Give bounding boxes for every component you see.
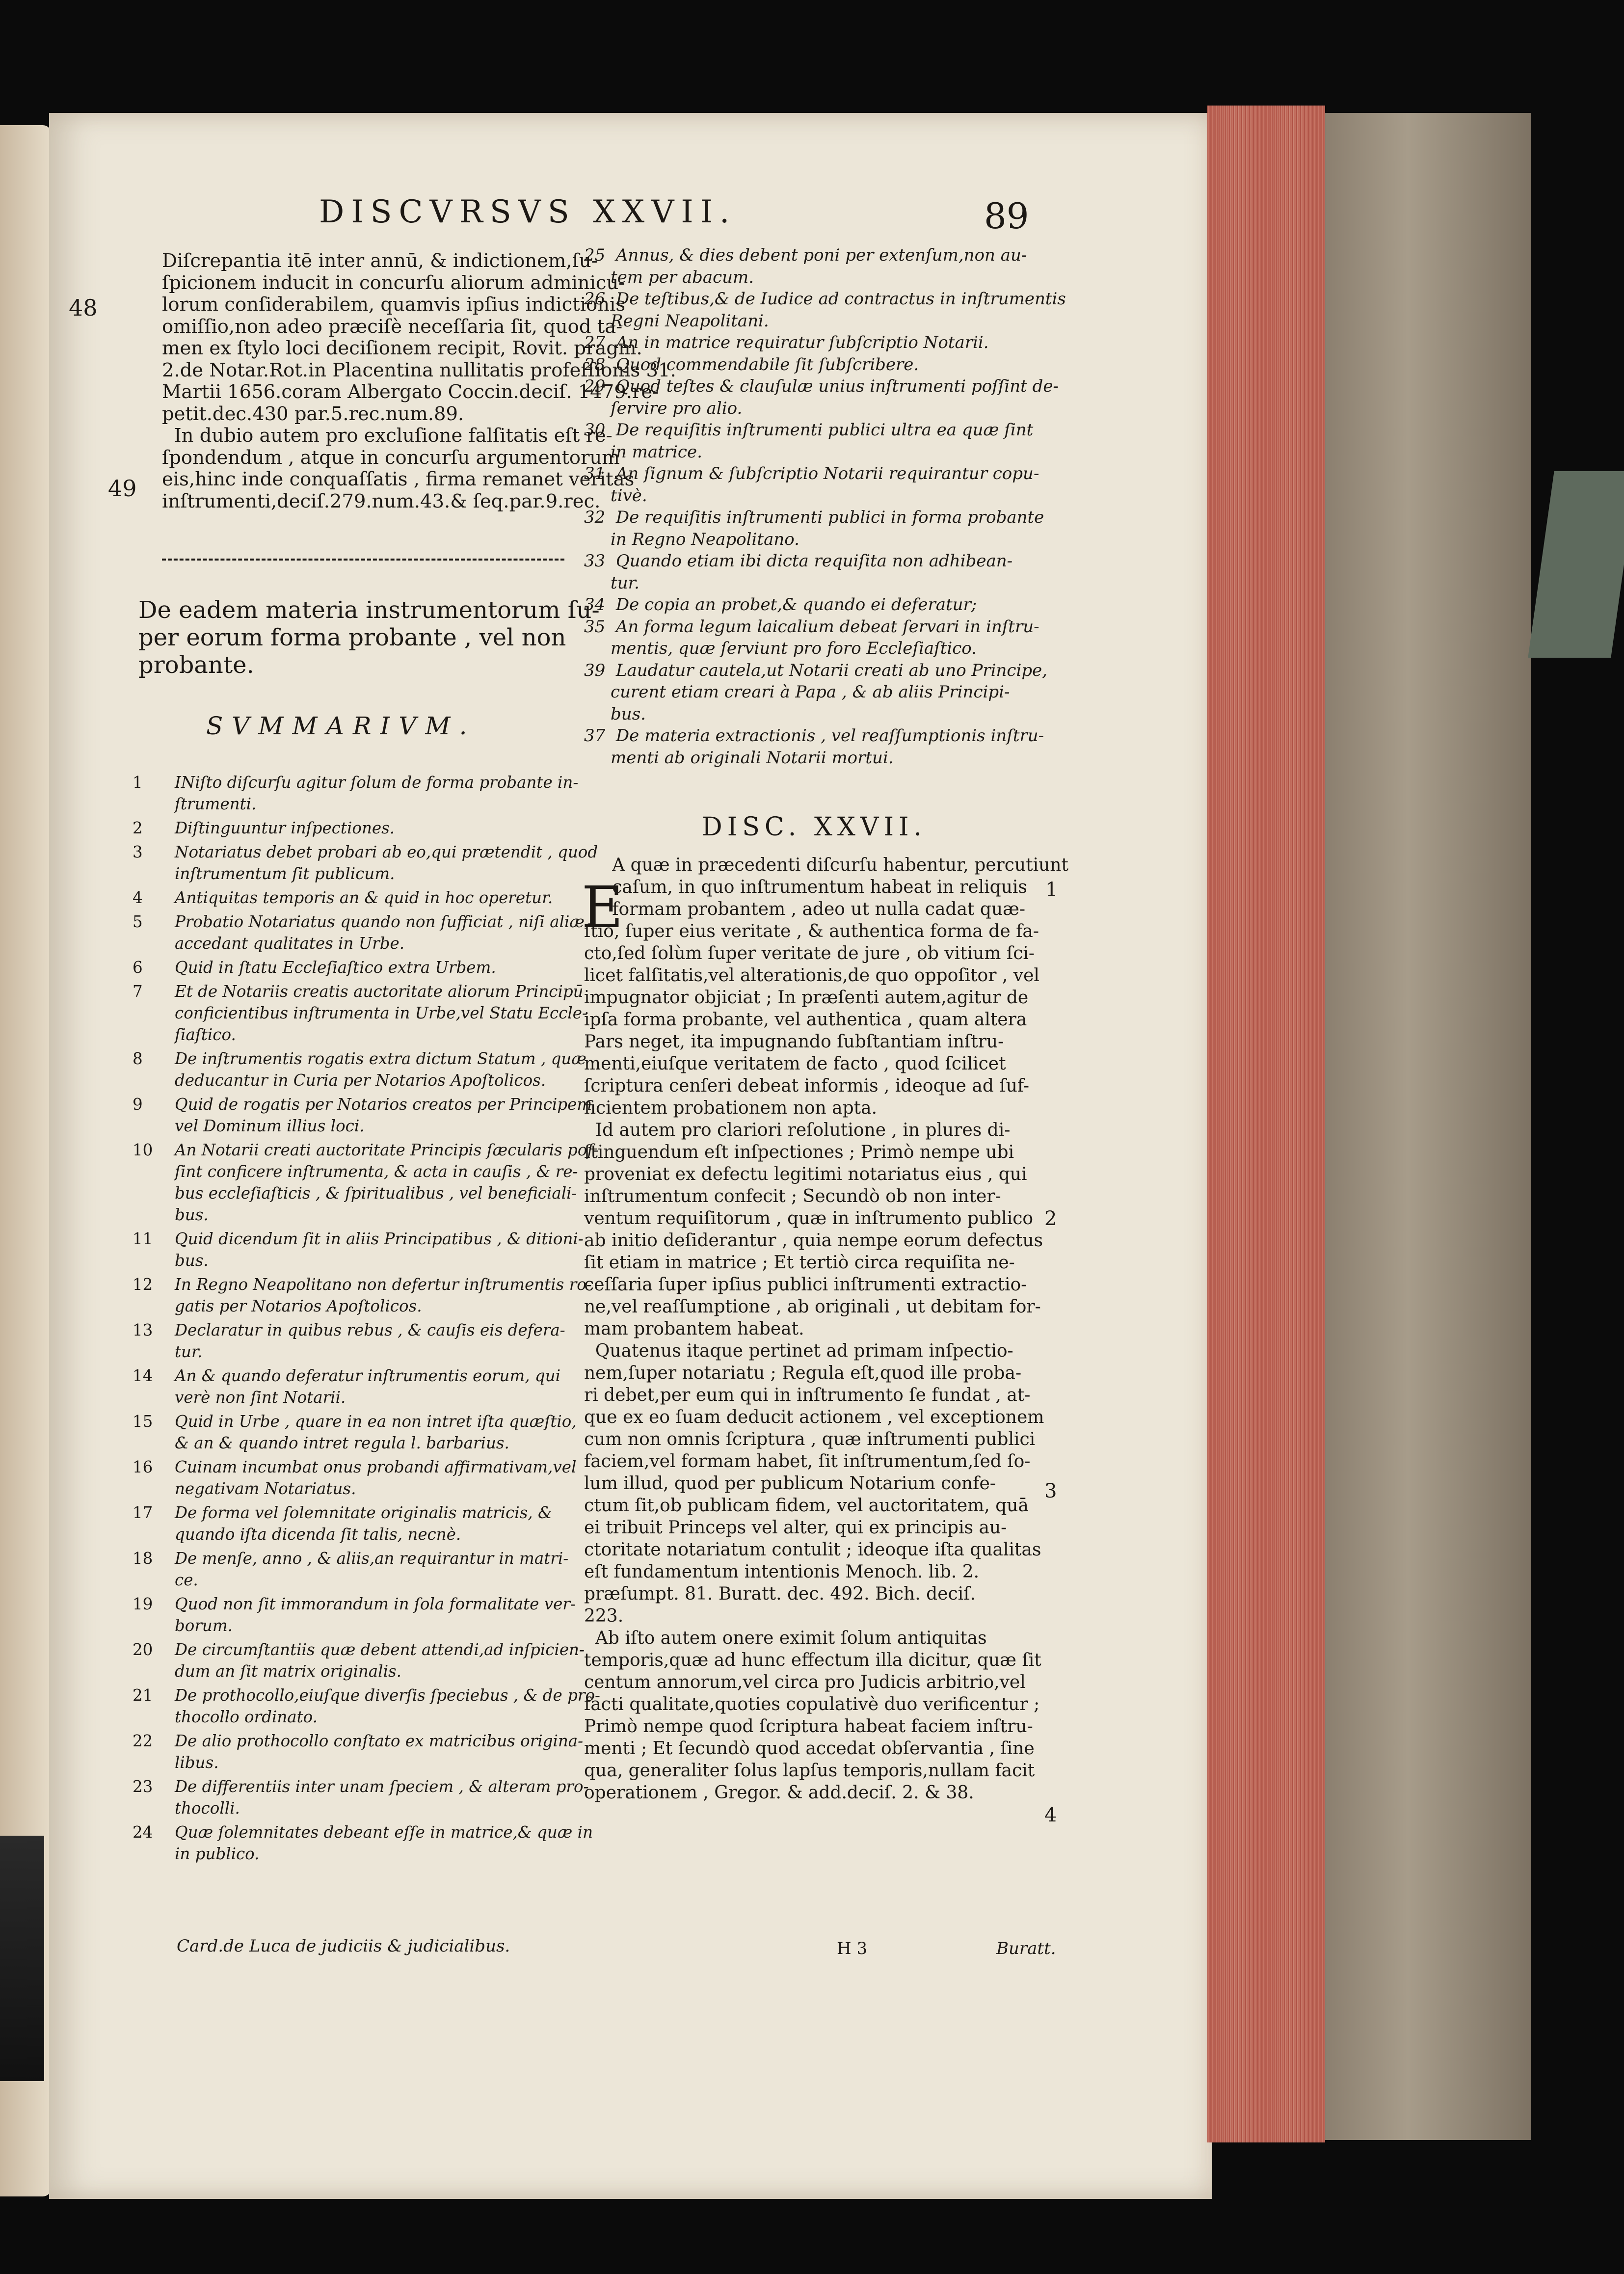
text-line: ſpicionem inducit in concurſu aliorum adminicu- [162, 271, 625, 294]
summary-item-number: 5 [133, 912, 143, 931]
summary-line: tem per abacum. [584, 267, 754, 287]
text-line: ab initio deſiderantur , quia nempe eorum defectus [584, 1231, 1043, 1251]
text-line: ſtinguendum eſt inſpectiones ; Primò nempe ubi [584, 1142, 1014, 1162]
drop-cap: E [582, 875, 623, 941]
text-line: cum non omnis ſcriptura , quæ inſtrumenti publici [584, 1429, 1036, 1449]
text-line: præſumpt. 81. Buratt. dec. 492. Bich. deciſ. [584, 1584, 976, 1604]
text-line: que ex eo ſuam deducit actionem , vel exceptionem [584, 1407, 1044, 1427]
summary-line: 25 Annus, & dies debent poni per extenſum,non au- [584, 245, 1027, 265]
text-line: ei tribuit Princeps vel alter, qui ex principis au- [584, 1518, 1007, 1538]
summary-item-text: Et de Notariis creatis auctoritate aliorum Principū conficientibus inſtrumenta in Urbe,vel Statu Eccle- ſiaſtico. [175, 982, 588, 1044]
text-line: inſtrumentum confecit ; Secundò ob non inter- [584, 1186, 1001, 1206]
summary-line: 33 Quando etiam ibi dicta requiſita non adhibean- [584, 551, 1013, 571]
summary-item-text: De prothocollo,eiuſque diverſis ſpeciebus , & de pro- thocollo ordinato. [175, 1686, 601, 1726]
summary-item-number: 4 [133, 888, 143, 907]
summary-line: 30 De requiſitis inſtrumenti publici ultra ea quæ ſint [584, 420, 1034, 440]
summary-item-text: Quid in ſtatu Eccleſiaſtico extra Urbem. [175, 958, 496, 977]
summary-line: curent etiam creari à Papa , & ab aliis Principi- [584, 682, 1010, 702]
dark-margin [0, 1836, 44, 2081]
summary-item-text: Probatio Notariatus quando non ſufficiat , niſi aliæ accedant qualitates in Urbe. [175, 912, 585, 953]
signature-mark: H 3 [837, 1939, 868, 1958]
text-line: menti ; Et ſecundò quod accedat obſervantia , ſine [584, 1739, 1035, 1759]
text-line: men ex ſtylo loci deciſionem recipit, Rovit. pragm. [162, 337, 642, 359]
page-number: 89 [984, 195, 1029, 237]
summary-line: 35 An forma legum laicalium debeat ſervari in inſtru- [584, 616, 1039, 637]
summary-item-number: 23 [133, 1777, 153, 1796]
text-line: Id autem pro clariori reſolutione , in plures di- [584, 1120, 1011, 1140]
margin-number: 48 [69, 294, 98, 321]
text-line: Pars neget, ita impugnando ſubſtantiam inſtru- [584, 1032, 1004, 1052]
text-line: faciem,vel formam habet, ſit inſtrumentum,ſed ſo- [584, 1451, 1031, 1471]
summary-item-text: De differentiis inter unam ſpeciem , & alteram pro- thocolli. [175, 1777, 589, 1818]
text-line: impugnator objiciat ; In præſenti autem,agitur de [584, 988, 1029, 1008]
text-line: petit.dec.430 par.5.rec.num.89. [162, 402, 464, 425]
text-line: ipſa forma probante, vel authentica , quam altera [584, 1010, 1027, 1030]
text-line: lum illud, quod per publicum Notarium confe- [584, 1473, 996, 1494]
summary-item-text: De forma vel ſolemnitate originalis matricis, & quando iſta dicenda ſit talis, necnè. [175, 1503, 552, 1544]
summary-line: tivè. [584, 485, 647, 506]
summary-item-number: 19 [133, 1595, 153, 1613]
summary-line: ſervire pro alio. [584, 398, 743, 418]
text-line: eſt fundamentum intentionis Menoch. lib. 2. [584, 1562, 980, 1582]
summary-item-text: De menſe, anno , & aliis,an requirantur in matri- ce. [175, 1549, 569, 1589]
summary-item-number: 22 [133, 1732, 153, 1750]
summary-line: 31 An ſignum & ſubſcriptio Notarii requirantur copu- [584, 464, 1039, 483]
summary-item-number: 2 [133, 819, 143, 837]
summary-line: 29 Quod teſtes & clauſulæ unius inſtrumenti poſſint de- [584, 376, 1059, 396]
text-line: ſtio, ſuper eius veritate , & authentica forma de fa- [584, 921, 1039, 941]
summary-item-number: 14 [133, 1366, 153, 1385]
book-board [1325, 113, 1531, 2140]
summary-item-number: 10 [133, 1141, 153, 1159]
text-line: cto,ſed ſolùm ſuper veritate de jure , ob vitium ſci- [584, 943, 1035, 963]
summary-item-number: 8 [133, 1049, 143, 1068]
text-line: 223. [584, 1606, 624, 1626]
margin-number: 3 [1044, 1480, 1057, 1502]
text-line: nem,ſuper notariatu ; Regula eſt,quod ille proba- [584, 1363, 1022, 1383]
red-fore-edge [1207, 106, 1325, 2142]
text-line: ſcriptura cenſeri debeat informis , ideoque ad ſuf- [584, 1076, 1030, 1096]
text-line: centum annorum,vel circa pro Judicis arbitrio,vel [584, 1672, 1026, 1692]
summary-line: tur. [584, 573, 639, 593]
summary-item-text: In Regno Neapolitano non defertur inſtrumentis ro- gatis per Notarios Apoſtolicos. [175, 1275, 592, 1315]
summary-item-text: Quid de rogatis per Notarios creatos per Principem vel Dominum illius loci. [175, 1095, 592, 1135]
summary-line: Regni Neapolitani. [584, 311, 769, 331]
text-line: temporis,quæ ad hunc effectum illa dicitur, quæ ſit [584, 1650, 1041, 1670]
text-line: Ab iſto autem onere eximit ſolum antiquitas [584, 1628, 987, 1648]
summary-item-text: An & quando deferatur inſtrumentis eorum, qui verè non ſint Notarii. [175, 1366, 561, 1407]
summary-line: menti ab originali Notarii mortui. [584, 748, 894, 768]
catchword: Buratt. [996, 1939, 1056, 1958]
text-line: facti qualitate,quoties copulativè duo verificentur ; [584, 1694, 1040, 1714]
text-line: licet falſitatis,vel alterationis,de quo oppoſitor , vel [584, 965, 1039, 986]
margin-number: 4 [1044, 1804, 1057, 1826]
text-line: Diſcrepantia itē inter annū, & indictionem,ſu- [162, 250, 598, 272]
text-line: eis,hinc inde conquaſſatis , firma remanet veritas [162, 468, 635, 490]
summary-item-text: De inſtrumentis rogatis extra dictum Statum , quæ deducantur in Curia per Notarios Apoſtolicos. [175, 1049, 586, 1090]
summary-line: 26 De teſtibus,& de Iudice ad contractus in inſtrumentis [584, 289, 1066, 309]
summary-item-text: INiſto diſcurſu agitur ſolum de forma probante in- ſtrumenti. [175, 773, 579, 813]
running-title: DISCVRSVS XXVII. [319, 194, 737, 230]
text-line: omiſſio,non adeo præciſè neceſſaria ſit, quod ta- [162, 315, 623, 338]
summary-item-number: 3 [133, 843, 143, 861]
text-line: proveniat ex defectu legitimi notariatus eius , qui [584, 1164, 1027, 1184]
text-line: ſit etiam in matrice ; Et tertiò circa requiſita ne- [584, 1253, 1015, 1273]
summary-line: 39 Laudatur cautela,ut Notarii creati ab uno Principe, [584, 660, 1048, 680]
section-rule [162, 559, 564, 561]
text-line: A quæ in præcedenti diſcurſu habentur, percutiunt [584, 855, 1068, 875]
summary-line: mentis, quæ ſerviunt pro foro Eccleſiaſtico. [584, 639, 977, 658]
summary-line: 32 De requiſitis inſtrumenti publici in forma probante [584, 508, 1044, 527]
margin-number: 2 [1044, 1207, 1057, 1230]
text-line: menti,eiuſque veritatem de facto , quod ſcilicet [584, 1054, 1006, 1074]
summary-item-text: Quod non ſit immorandum in ſola formalitate ver- borum. [175, 1595, 576, 1635]
summary-item-number: 13 [133, 1321, 153, 1339]
text-line: ſpondendum , atque in concurſu argumentorum [162, 446, 620, 469]
text-line: inſtrumenti,deciſ.279.num.43.& ſeq.par.9.rec. [162, 490, 601, 512]
summary-item-number: 6 [133, 958, 143, 977]
margin-number: 49 [108, 475, 137, 502]
summary-item-text: Quid dicendum ſit in aliis Principatibus , & ditioni- bus. [175, 1230, 584, 1270]
text-line: ri debet,per eum qui in inſtrumento ſe fundat , at- [584, 1385, 1031, 1405]
text-line: ventum requiſitorum , quæ in inſtrumento publico [584, 1208, 1034, 1229]
summary-item-text: Notariatus debet probari ab eo,qui prætendit , quod inſtrumentum ſit publicum. [175, 843, 598, 883]
section-subheading: De eadem materia instrumentorum ſu- per eorum forma probante , vel non probante. [138, 596, 600, 679]
summary-line: in Regno Neapolitano. [584, 529, 799, 549]
text-line: Primò nempe quod ſcriptura habeat faciem inſtru- [584, 1716, 1033, 1737]
text-line: operationem , Gregor. & add.deciſ. 2. & 38. [584, 1783, 974, 1803]
text-line: ctoritate notariatum contulit ; ideoque iſta qualitas [584, 1540, 1041, 1560]
text-line: qua, generaliter ſolus lapſus temporis,nullam facit [584, 1761, 1035, 1781]
summary-item-number: 17 [133, 1503, 153, 1522]
text-line: Quatenus itaque pertinet ad primam inſpectio- [584, 1341, 1013, 1361]
summary-item-text: Quid in Urbe , quare in ea non intret iſta quæſtio, & an & quando intret regula l. barbarius. [175, 1412, 577, 1452]
summary-item-number: 12 [133, 1275, 153, 1294]
text-line: Martii 1656.coram Albergato Coccin.deciſ. 1479.re- [162, 381, 659, 403]
summary-line: 37 De materia extractionis , vel reaſſumptionis inſtru- [584, 726, 1044, 746]
summary-line: 27 An in matrice requiratur ſubſcriptio Notarii. [584, 333, 989, 352]
text-line: 2.de Notar.Rot.in Placentina nullitatis profeſſionis 31. [162, 359, 676, 381]
summary-item-number: 1 [133, 773, 143, 792]
text-line: ceſſaria ſuper ipſius publici inſtrumenti extractio- [584, 1275, 1027, 1295]
summary-item-text: De alio prothocollo conſtato ex matricibus origina- libus. [175, 1732, 584, 1772]
summary-item-number: 16 [133, 1458, 153, 1476]
summary-item-text: Antiquitas temporis an & quid in hoc operetur. [175, 888, 553, 907]
summary-item-text: Cuinam incumbat onus probandi affirmativam,vel negativam Notariatus. [175, 1458, 577, 1498]
summary-item-number: 18 [133, 1549, 153, 1568]
summary-line: in matrice. [584, 442, 702, 462]
summary-line: 28 Quod commendabile ſit ſubſcribere. [584, 354, 919, 375]
discourse-heading: DISC. XXVII. [702, 812, 927, 842]
summary-item-number: 15 [133, 1412, 153, 1431]
text-line: In dubio autem pro excluſione falſitatis eſt re- [162, 425, 612, 447]
text-line: ficientem probationem non apta. [584, 1098, 878, 1118]
text-line: formam probantem , adeo ut nulla cadat quæ- [584, 899, 1026, 919]
text-line: lorum conſiderabilem, quamvis ipſius indictionis [162, 294, 626, 316]
text-line: ctum ſit,ob publicam fidem, vel auctoritatem, quā [584, 1496, 1029, 1516]
summary-item-number: 21 [133, 1686, 153, 1705]
summary-item-text: De circumſtantiis quæ debent attendi,ad inſpicien- dum an ſit matrix originalis. [175, 1640, 585, 1681]
text-line: mam probantem habeat. [584, 1319, 804, 1339]
summarium-title: SVMMARIVM. [206, 712, 476, 740]
summary-item-number: 20 [133, 1640, 153, 1659]
summary-item-text: Quæ ſolemnitates debeant eſſe in matrice,& quæ in in publico. [175, 1823, 593, 1863]
summary-item-number: 24 [133, 1823, 153, 1842]
summary-item-text: An Notarii creati auctoritate Principis ſæcularis poſ- ſint conficere inſtrumenta, & acta in cauſis , & re- bus eccleſiaſticis , & ſpiritualibus , vel beneficiali- bus. [175, 1141, 599, 1224]
text-line: caſum, in quo inſtrumentum habeat in reliquis [584, 877, 1027, 897]
summary-item-number: 9 [133, 1095, 143, 1114]
summary-line: 34 De copia an probet,& quando ei deferatur; [584, 595, 977, 615]
text-line: ne,vel reaſſumptione , ab originali , ut debitam for- [584, 1297, 1041, 1317]
summary-line: bus. [584, 704, 646, 724]
margin-number: 1 [1045, 879, 1058, 901]
body-text [584, 854, 1068, 1804]
summary-item-number: 11 [133, 1230, 153, 1248]
summary-item-number: 7 [133, 982, 143, 1001]
right-summary-list [584, 244, 1066, 769]
footer-catchline: Card.de Luca de judiciis & judicialibus. [177, 1936, 510, 1956]
summary-item-text: Diſtinguuntur inſpectiones. [175, 819, 395, 837]
summary-item-text: Declaratur in quibus rebus , & cauſis eis defera- tur. [175, 1321, 565, 1361]
